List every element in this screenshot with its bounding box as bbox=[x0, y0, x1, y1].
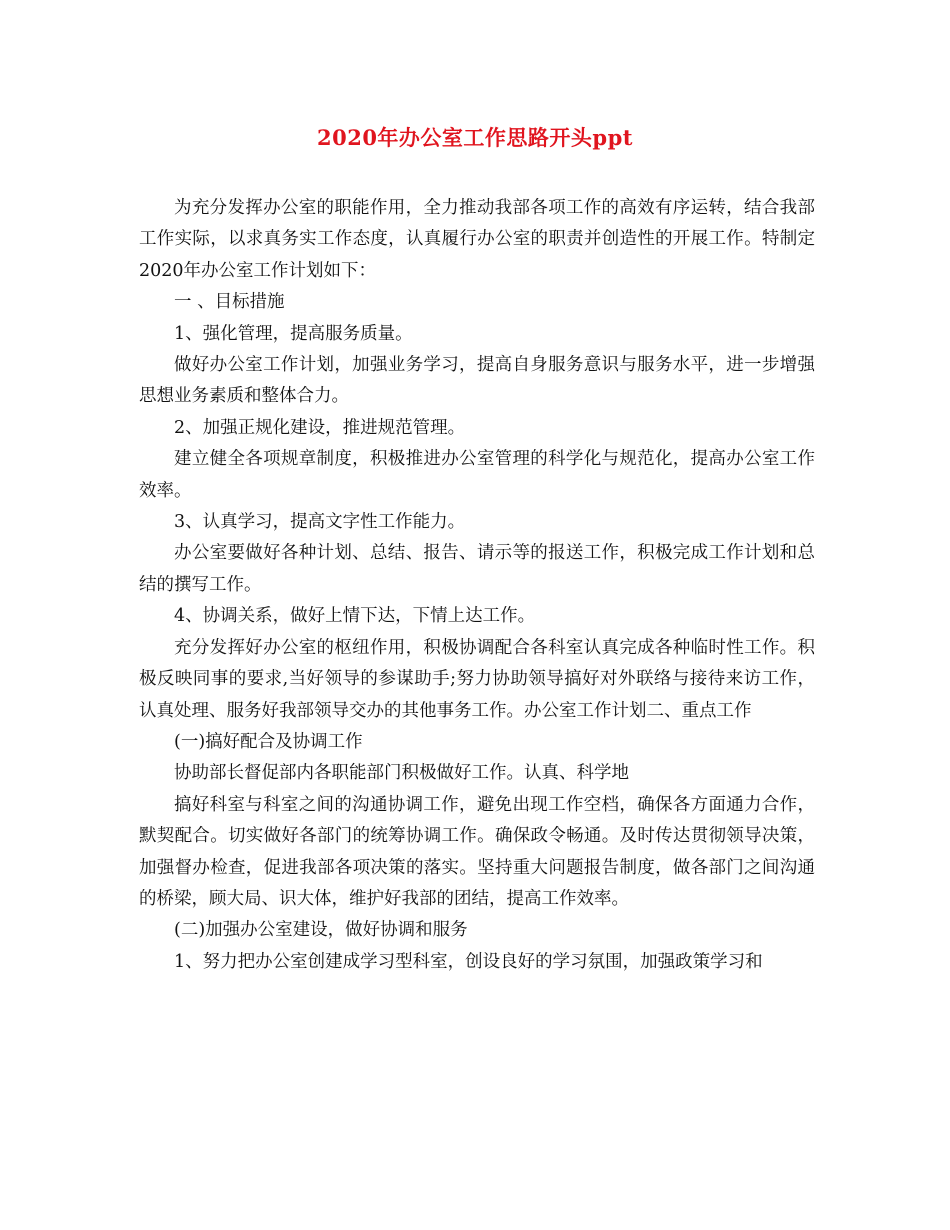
document-title: 2020年办公室工作思路开头ppt bbox=[316, 125, 633, 150]
paragraph-intro: 为充分发挥办公室的职能作用，全力推动我部各项工作的高效有序运转，结合我部工作实际，以求真务实工作态度，认真履行办公室的职责并创造性的开展工作。特制定2020年办公室工作计划如下： bbox=[139, 198, 815, 281]
item-2-heading: 2、加强正规化建设，推进规范管理。 bbox=[174, 417, 466, 438]
item-2-body: 建立健全各项规章制度，积极推进办公室管理的科学化与规范化，提高办公室工作效率。 bbox=[139, 449, 815, 501]
section-1-paragraph-1: 协助部长督促部内各职能部门积极做好工作。认真、科学地 bbox=[174, 763, 629, 784]
item-4-body: 充分发挥好办公室的枢纽作用，积极协调配合各科室认真完成各种临时性工作。积极反映同事的要求,当好领导的参谋助手;努力协助领导搞好对外联络与接待来访工作，认真处理、服务好我部领导交办的其他事务工作。办公室工作计划二、重点工作 bbox=[139, 637, 815, 721]
item-4-heading: 4、协调关系，做好上情下达，下情上达工作。 bbox=[174, 606, 536, 627]
section-2-heading: (二)加强办公室建设，做好协调和服务 bbox=[174, 920, 468, 941]
document-body bbox=[139, 193, 815, 978]
item-3-heading: 3、认真学习，提高文字性工作能力。 bbox=[174, 512, 466, 533]
item-3-body: 办公室要做好各种计划、总结、报告、请示等的报送工作，积极完成工作计划和总结的撰写工作。 bbox=[139, 543, 815, 595]
section-1-heading: (一)搞好配合及协调工作 bbox=[174, 731, 363, 752]
item-1-body: 做好办公室工作计划，加强业务学习，提高自身服务意识与服务水平，进一步增强思想业务素质和整体合力。 bbox=[139, 355, 815, 407]
section-2-item-1: 1、努力把办公室创建成学习型科室，创设良好的学习氛围，加强政策学习和 bbox=[174, 951, 763, 972]
item-1-heading: 1、强化管理，提高服务质量。 bbox=[174, 323, 413, 344]
section-1-paragraph-2: 搞好科室与科室之间的沟通协调工作，避免出现工作空档，确保各方面通力合作，默契配合。切实做好各部门的统筹协调工作。确保政令畅通。及时传达贯彻领导决策，加强督办检查，促进我部各项决策的落实。坚持重大问题报告制度，做各部门之间沟通的桥梁，顾大局、识大体，维护好我部的团结，提高工作效率。 bbox=[139, 794, 815, 909]
heading-goals-measures: 一 、目标措施 bbox=[174, 292, 285, 313]
